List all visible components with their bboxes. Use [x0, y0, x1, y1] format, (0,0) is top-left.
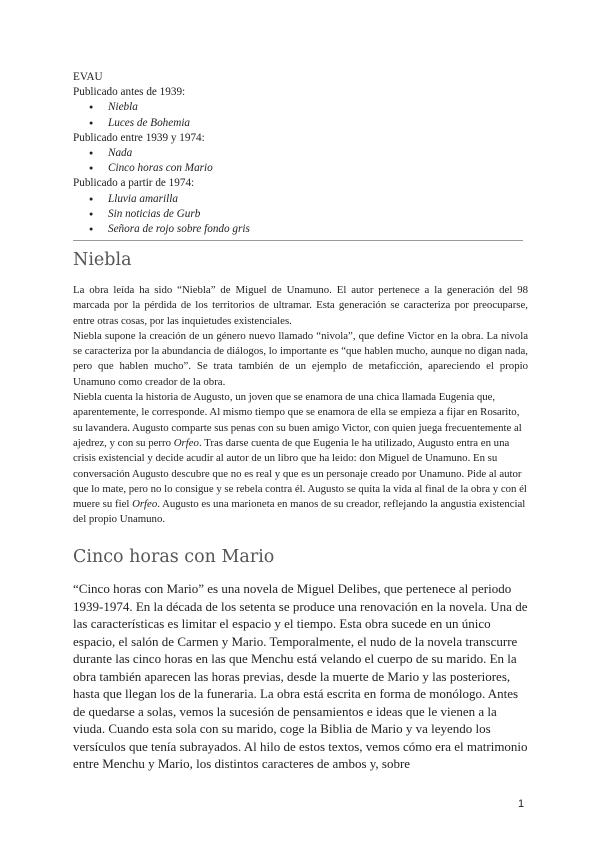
list-item: ● Sin noticias de Gurb	[73, 207, 250, 222]
horizontal-divider	[73, 240, 523, 241]
text-run: . Tras darse cuenta de que Eugenia le ha utilizado, Augusto entra en una crisis existencial y decide acudir al autor de un libro que ha leido: don Miguel de Unamuno. En su conversación Augusto descubre que no es real y que es un personaje creado por Unamuno. Pide al autor que lo mate, pero no lo consigue y se rebela contra él. Augusto se quita la vida al final de la obra y con él muere su fiel	[73, 436, 527, 511]
text-run: Niebla cuenta la historia de Augusto, un joven que se enamora de una chica llamada Eugenia que, aparentemente, le corresponde. Al mismo tiempo que se enamora de ella se empieza a fijar en Rosarito, su lavandera. Augusto comparte sus penas con su buen amigo Victor, con quien juega frecuentemente al ajedrez, y con su perro	[73, 391, 522, 449]
list-item: ● Nada	[73, 146, 250, 161]
paragraph	[73, 390, 528, 528]
book-list-pre-1939	[73, 100, 250, 130]
book-list-1939-1974	[73, 146, 250, 176]
group-label-post-1974: Publicado a partir de 1974:	[73, 177, 195, 190]
niebla-body	[73, 283, 528, 528]
group-label-1939-1974: Publicado entre 1939 y 1974:	[73, 131, 205, 144]
list-item: ● Señora de rojo sobre fondo gris	[73, 222, 250, 237]
list-item: ● Cinco horas con Mario	[73, 161, 250, 176]
list-item: ● Lluvia amarilla	[73, 192, 250, 207]
list-item: ● Niebla	[73, 100, 250, 115]
book-list-post-1974	[73, 192, 250, 238]
section-heading-cinco-horas: Cinco horas con Mario	[73, 547, 275, 567]
paragraph: Niebla supone la creación de un género nuevo llamado “nivola”, que define Victor en la obra. La nivola se caracteriza por la abundancia de diálogos, lo importante es “que hablen mucho, aunque no digan nada, pero que hablen mucho”. Se trata también de un ejemplo de metaficción, apareciendo el propio Unamuno como creador de la obra.	[73, 329, 528, 388]
section-heading-niebla: Niebla	[73, 250, 132, 270]
list-item: ● Luces de Bohemia	[73, 116, 250, 131]
evau-book-list	[73, 70, 250, 237]
text-run: . Augusto es una marioneta en manos de su creador, reflejando la angustia existencial del propio Unamuno.	[73, 498, 526, 526]
paragraph: La obra leída ha sido “Niebla” de Miguel de Unamuno. El autor pertenece a la generación del 98 marcada por la pérdida de los territorios de ultramar. Esta generación se caracteriza por preocuparse, entre otras cosas, por las inquietudes existenciales.	[73, 284, 528, 327]
italic-title: Orfeo	[132, 498, 158, 511]
paragraph: “Cinco horas con Mario” es una novela de Miguel Delibes, que pertenece al periodo 1939-1974. En la década de los setenta se produce una renovación en la novela. Una de las características es limitar el espacio y el tiempo. Esta obra sucede en un único espacio, el salón de Carmen y Mario. Temporalmente, el nudo de la novela transcurre durante las cinco horas en las que Menchu está velando el cuerpo de su marido. En la obra también aparecen las horas previas, desde la muerte de Mario y las posteriores, hasta que llegan los de la funeraria. La obra está escrita en forma de monólogo. Antes de quedarse a solas, vemos la sucesión de pensamientos e ideas que le vienen a la viuda. Cuando esta sola con su marido, coge la Biblia de Mario y va leyendo los versículos que tenía subrayados. Al hilo de estos textos, vemos cómo era el matrimonio entre Menchu y Mario, los distintos caracteres de ambos y, sobre	[73, 581, 528, 771]
list-title: EVAU	[73, 71, 103, 83]
italic-title: Orfeo	[173, 436, 199, 449]
cinco-horas-body	[73, 580, 528, 773]
page-number: 1	[518, 798, 525, 810]
group-label-pre-1939: Publicado antes de 1939:	[73, 86, 186, 99]
